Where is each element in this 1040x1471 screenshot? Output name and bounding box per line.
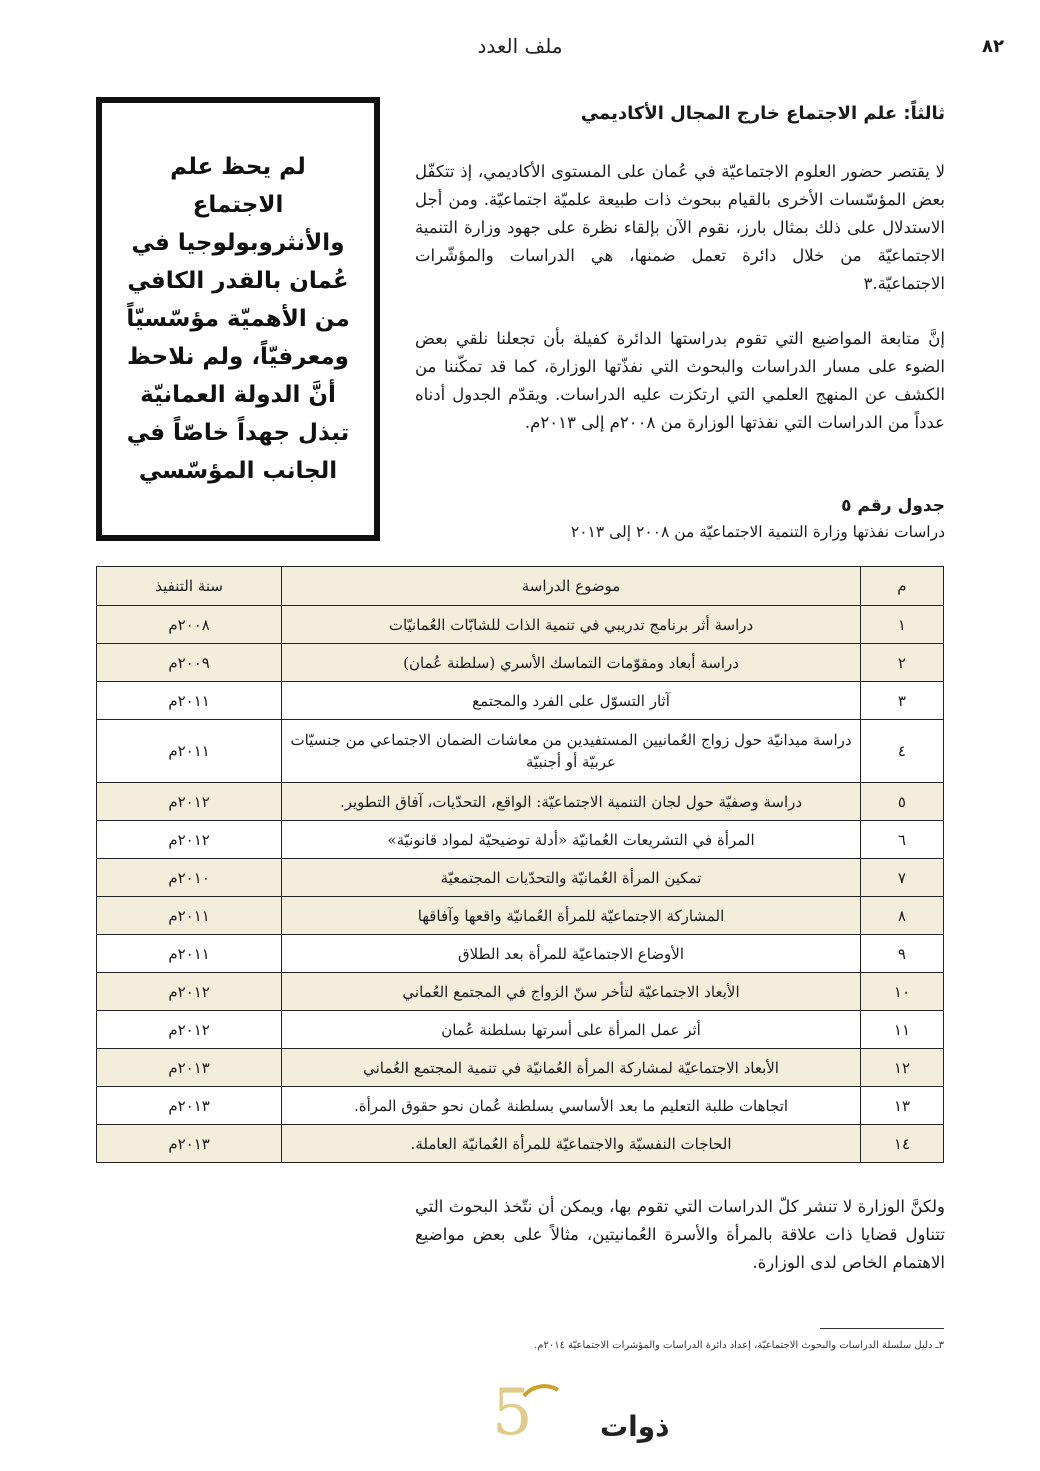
paragraph-3: ولكنَّ الوزارة لا تنشر كلّ الدراسات التي تقوم بها، ويمكن أن نتّخذ البحوث التي تتناول قضايا ذات علاقة بالمرأة والأسرة العُمانيتين، مثالاً على بعض مواضيع الاهتمام الخاص لدى الوزارة. (415, 1197, 945, 1272)
table-row (97, 1125, 944, 1163)
cell-year: ٢٠١٢م (97, 973, 282, 1011)
cell-no: ١ (860, 606, 943, 644)
logo-number: 5 (492, 1376, 533, 1450)
cell-year: ٢٠١٢م (97, 1011, 282, 1049)
table-row (97, 783, 944, 821)
cell-no: ٨ (860, 897, 943, 935)
table-row (97, 859, 944, 897)
cell-no: ٤ (860, 720, 943, 783)
cell-subject: اتجاهات طلبة التعليم ما بعد الأساسي بسلطنة عُمان نحو حقوق المرأة. (282, 1087, 861, 1125)
cell-year: ٢٠١٢م (97, 783, 282, 821)
cell-year: ٢٠١٣م (97, 1087, 282, 1125)
cell-subject: دراسة ميدانيّة حول زواج العُمانيين المستفيدين من معاشات الضمان الاجتماعي من جنسيّات عربيّة أو أجنبيّة (282, 720, 861, 783)
cell-no: ١٠ (860, 973, 943, 1011)
section-heading: ثالثاً: علم الاجتماع خارج المجال الأكاديمي (580, 103, 945, 124)
cell-no: ١٤ (860, 1125, 943, 1163)
dhawat-logo (472, 1376, 670, 1450)
cell-subject: الأوضاع الاجتماعيّة للمرأة بعد الطلاق (282, 935, 861, 973)
cell-year: ٢٠١١م (97, 935, 282, 973)
running-head: ملف العدد (477, 34, 563, 58)
studies-table (96, 566, 944, 1163)
cell-year: ٢٠١١م (97, 897, 282, 935)
table-row (97, 973, 944, 1011)
header-no: م (860, 567, 943, 606)
cell-subject: الأبعاد الاجتماعيّة لمشاركة المرأة العُمانيّة في تنمية المجتمع العُماني (282, 1049, 861, 1087)
cell-subject: أثر عمل المرأة على أسرتها بسلطنة عُمان (282, 1011, 861, 1049)
header-subject: موضوع الدراسة (282, 567, 861, 606)
cell-no: ٧ (860, 859, 943, 897)
cell-subject: المرأة في التشريعات العُمانيّة «أدلة توضيحيّة لمواد قانونيّة» (282, 821, 861, 859)
table-row (97, 1087, 944, 1125)
footnote: ٣ـ دليل سلسلة الدراسات والبحوث الاجتماعيّة، إعداد دائرة الدراسات والمؤشرات الاجتماعيّة ٢٠١٤م. (534, 1340, 944, 1351)
cell-year: ٢٠١٣م (97, 1049, 282, 1087)
table-row (97, 1011, 944, 1049)
cell-no: ٩ (860, 935, 943, 973)
pull-quote-text: لم يحظ علم الاجتماع والأنثروبولوجيا في عُمان بالقدر الكافي من الأهميّة مؤسّسيّاً ومعرفيّاً، ولم نلاحظ أنَّ الدولة العمانيّة تبذل جهداً خاصّاً في الجانب المؤسّسي (126, 154, 350, 484)
table-row (97, 606, 944, 644)
cell-year: ٢٠١١م (97, 682, 282, 720)
cell-subject: دراسة أبعاد ومقوّمات التماسك الأسري (سلطنة عُمان) (282, 644, 861, 682)
cell-year: ٢٠٠٨م (97, 606, 282, 644)
cell-no: ١٢ (860, 1049, 943, 1087)
cell-no: ٥ (860, 783, 943, 821)
table-row (97, 644, 944, 682)
table-row (97, 682, 944, 720)
logo-text: ذوات (600, 1410, 670, 1443)
cell-no: ١١ (860, 1011, 943, 1049)
table-caption: دراسات نفذتها وزارة التنمية الاجتماعيّة من ٢٠٠٨ إلى ٢٠١٣ (570, 523, 945, 541)
table-row (97, 935, 944, 973)
table-label: جدول رقم ٥ (841, 496, 945, 516)
cell-year: ٢٠١٠م (97, 859, 282, 897)
table-row (97, 720, 944, 783)
cell-year: ٢٠١١م (97, 720, 282, 783)
table-row (97, 1049, 944, 1087)
cell-no: ٣ (860, 682, 943, 720)
header-year: سنة التنفيذ (97, 567, 282, 606)
cell-subject: تمكين المرأة العُمانيّة والتحدّيات المجتمعيّة (282, 859, 861, 897)
cell-no: ٢ (860, 644, 943, 682)
table-header-row (97, 567, 944, 606)
cell-year: ٢٠٠٩م (97, 644, 282, 682)
cell-year: ٢٠١٣م (97, 1125, 282, 1163)
cell-subject: دراسة وصفيّة حول لجان التنمية الاجتماعيّة: الواقع، التحدّيات، آفاق التطوير. (282, 783, 861, 821)
footnote-divider (820, 1328, 944, 1329)
cell-subject: دراسة أثر برنامج تدريبي في تنمية الذات للشابّات العُمانيّات (282, 606, 861, 644)
paragraph-1: لا يقتصر حضور العلوم الاجتماعيّة في عُمان على المستوى الأكاديمي، إذ تتكفّل بعض المؤسّسات الأخرى بالقيام ببحوث ذات طبيعة علميّة اجتماعيّة. ومن أجل الاستدلال على ذلك بمثال بارز، نقوم الآن بإلقاء نظرة على جهود وزارة التنمية الاجتماعيّة من خلال دائرة تعمل ضمنها، هي الدراسات والمؤشّرات الاجتماعيّة.٣ (415, 162, 945, 293)
cell-subject: الأبعاد الاجتماعيّة لتأخر سنّ الزواج في المجتمع العُماني (282, 973, 861, 1011)
cell-no: ١٣ (860, 1087, 943, 1125)
cell-subject: المشاركة الاجتماعيّة للمرأة العُمانيّة واقعها وآفاقها (282, 897, 861, 935)
cell-no: ٦ (860, 821, 943, 859)
table-row (97, 821, 944, 859)
page-number: ٨٢ (982, 36, 1004, 57)
table-row (97, 897, 944, 935)
cell-subject: الحاجات النفسيّة والاجتماعيّة للمرأة العُمانيّة العاملة. (282, 1125, 861, 1163)
paragraph-2: إنَّ متابعة المواضيع التي تقوم بدراستها الدائرة كفيلة بأن تجعلنا نلقي بعض الضوء على مسار الدراسات والبحوث التي نفذّتها الوزارة، كما قد تمكّننا من الكشف عن المنهج العلمي التي ارتكزت عليه الدراسات. ويقدّم الجدول أدناه عدداً من الدراسات التي نفذتها الوزارة من ٢٠٠٨م إلى ٢٠١٣م. (415, 329, 945, 432)
pull-quote-box (96, 97, 380, 541)
cell-year: ٢٠١٢م (97, 821, 282, 859)
cell-subject: آثار التسوّل على الفرد والمجتمع (282, 682, 861, 720)
